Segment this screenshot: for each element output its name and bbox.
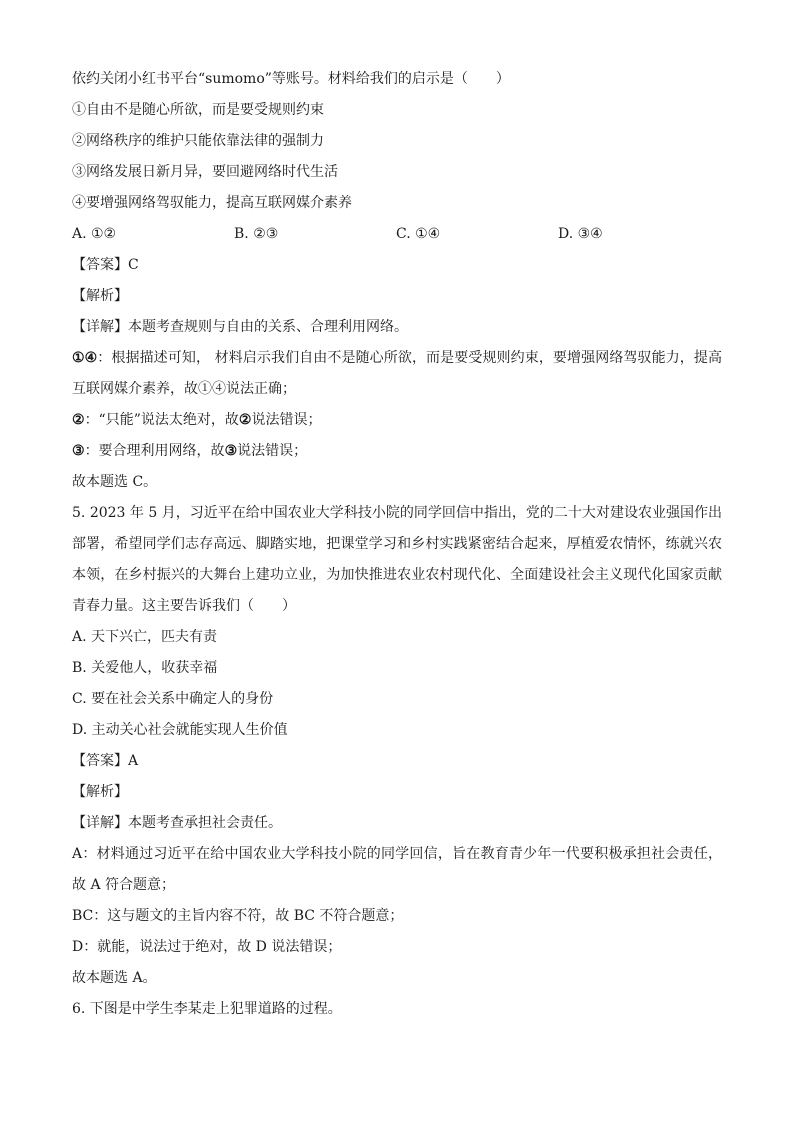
q4-detail: 【详解】本题考查规则与自由的关系、合理利用网络。 xyxy=(72,319,408,335)
q4-explain-2 xyxy=(72,405,722,436)
q4-explain-2-text-a: ：“只能”说法太绝对，故 xyxy=(84,412,239,428)
q4-item-3: ③网络发展日新月异，要回避网络时代生活 xyxy=(72,164,338,180)
q4-answer-value: C xyxy=(128,257,139,273)
q5-detail: 【详解】本题考查承担社会责任。 xyxy=(72,815,282,831)
q4-option-a: A. ①② xyxy=(72,226,117,242)
q4-explain-14 xyxy=(72,343,722,405)
q4-explain-2-prefix: ② xyxy=(72,412,85,428)
document-page xyxy=(72,64,722,1025)
q4-analysis-label: 【解析】 xyxy=(72,288,128,304)
q4-item-4: ④要增强网络驾驭能力，提高互联网媒介素养 xyxy=(72,195,352,211)
q4-option-d: D. ③④ xyxy=(558,226,603,242)
q5-option-b: B. 关爱他人，收获幸福 xyxy=(72,660,218,676)
q5-stem: 5. 2023 年 5 月，习近平在给中国农业大学科技小院的同学回信中指出，党的二十大对建设农业强国作出部署，希望同学们志存高远、脚踏实地，把课堂学习和乡村实践紧密结合起来，厚植爱农情怀，练就兴农本领，在乡村振兴的大舞台上建功立业，为加快推进农业农村现代化、全面建设社会主义现代化国家贡献青春力量。这主要告诉我们（ ） xyxy=(72,505,722,614)
q5-option-d: D. 主动关心社会就能实现人生价值 xyxy=(72,722,288,738)
q4-explain-14-prefix: ①④ xyxy=(72,350,98,366)
q5-explain-a: A：材料通过习近平在给中国农业大学科技小院的同学回信，旨在教育青少年一代要积极承担社会责任，故 A 符合题意； xyxy=(72,846,722,893)
q5-answer-label: 【答案】 xyxy=(72,753,128,769)
q4-answer xyxy=(72,250,722,281)
q4-item-2: ②网络秩序的维护只能依靠法律的强制力 xyxy=(72,133,324,149)
q4-explain-2-text-b: 说法错误； xyxy=(251,412,322,428)
q5-explain-d: D：就能，说法过于绝对，故 D 说法错误； xyxy=(72,939,342,955)
q4-conclusion: 故本题选 C。 xyxy=(72,474,158,490)
q4-explain-3-mid: ③ xyxy=(224,443,238,459)
q5-conclusion: 故本题选 A。 xyxy=(72,970,157,986)
q4-stem-tail: 依约关闭小红书平台“sumomo”等账号。材料给我们的启示是（ ） xyxy=(72,71,510,87)
q4-explain-3 xyxy=(72,436,722,467)
q5-analysis-label: 【解析】 xyxy=(72,784,128,800)
q6-stem: 6. 下图是中学生李某走上犯罪道路的过程。 xyxy=(72,1001,342,1017)
q4-option-c: C. ①④ xyxy=(396,226,441,242)
q4-item-1: ①自由不是随心所欲，而是要受规则约束 xyxy=(72,102,324,118)
q5-answer-value: A xyxy=(128,753,139,769)
q4-explain-3-text-a: ：要合理利用网络，故 xyxy=(84,443,225,459)
q4-answer-label: 【答案】 xyxy=(72,257,128,273)
q5-option-c: C. 要在社会关系中确定人的身份 xyxy=(72,691,274,707)
q4-explain-2-mid: ② xyxy=(238,412,252,428)
q4-explain-3-prefix: ③ xyxy=(72,443,85,459)
q4-explain-14-text: ：根据描述可知， 材料启示我们自由不是随心所欲，而是要受规则约束，要增强网络驾驭能力，提高互联网媒介素养，故①④说法正确； xyxy=(72,350,722,397)
q5-option-a: A. 天下兴亡，匹夫有责 xyxy=(72,629,218,645)
q4-option-b: B. ②③ xyxy=(234,226,279,242)
q5-answer xyxy=(72,746,722,777)
q4-explain-3-text-b: 说法错误； xyxy=(237,443,308,459)
q5-explain-bc: BC：这与题文的主旨内容不符，故 BC 不符合题意； xyxy=(72,908,404,924)
q4-options xyxy=(72,219,722,250)
